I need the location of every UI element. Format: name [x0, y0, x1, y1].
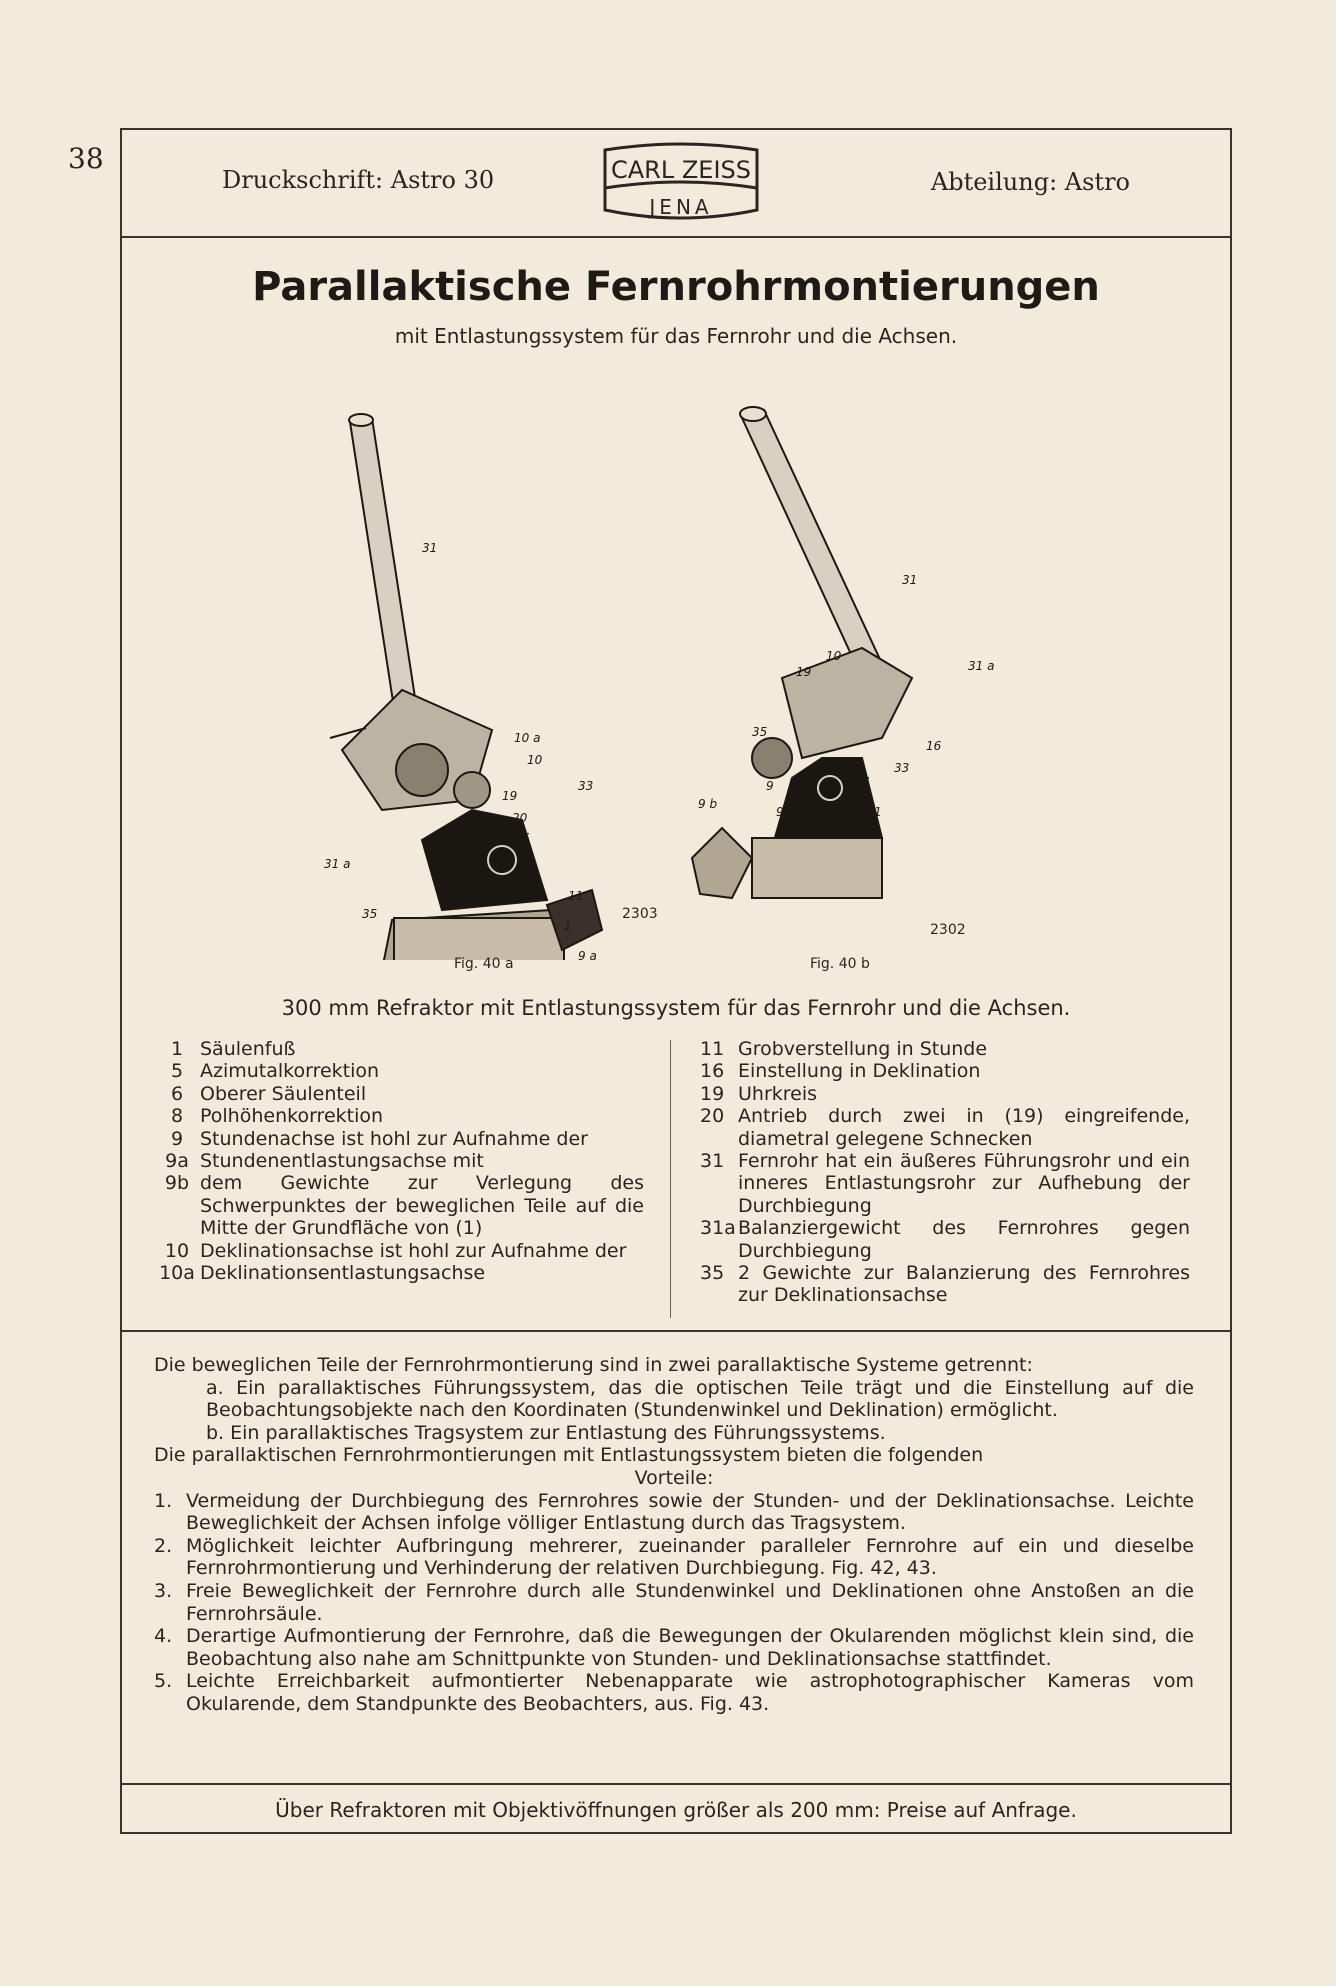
svg-text:9 a: 9 a [776, 805, 795, 819]
svg-text:6: 6 [522, 831, 530, 845]
callout-31: 31 [422, 541, 438, 555]
legend-item: 16 Einstellung in Deklination [700, 1060, 981, 1083]
legend-item: 19 Uhrkreis [700, 1082, 818, 1105]
page-subtitle: mit Entlastungssystem für das Fernrohr und die Achsen. [394, 324, 958, 348]
svg-text:9 b: 9 b [698, 797, 718, 811]
legend-item: 31 Fernrohr hat ein äußeres Führungsrohr und ein inneres Entlastungsrohr zur Aufhebung der Durchbiegung [700, 1150, 1190, 1217]
svg-text:33: 33 [578, 779, 594, 793]
advantage-item: 1. Vermeidung der Durchbiegung des Fernrohres sowie der Stunden- und der Deklinationsachse. Leichte Beweglichkeit der Achsen infolge völliger Entlastung durch das Tragsystem. [154, 1489, 1194, 1535]
svg-text:31 a: 31 a [968, 659, 995, 673]
advantage-item: 3. Freie Beweglichkeit der Fernrohre durch alle Stundenwinkel und Deklinationen ohne Anstoßen an die Fernrohrsäule. [154, 1579, 1194, 1625]
svg-text:33: 33 [894, 761, 910, 775]
svg-text:10: 10 [826, 649, 842, 663]
figure-caption-40a: Fig. 40 a [454, 956, 514, 972]
price-note: Über Refraktoren mit Objektivöffnungen größer als 200 mm: Preise auf Anfrage. [275, 1798, 1077, 1822]
legend-item: 9b dem Gewichte zur Verlegung des Schwerpunktes der beweglichen Teile auf die Mitte der Grundfläche von (1) [164, 1172, 644, 1240]
intro-paragraph: Die beweglichen Teile der Fernrohrmontierung sind in zwei parallaktische Systeme getrennt: [154, 1354, 1033, 1376]
svg-text:8: 8 [872, 825, 880, 839]
page-title: Parallaktische Fernrohrmontierungen [252, 264, 1100, 310]
advantage-item: 4. Derartige Aufmontierung der Fernrohre, daß die Bewegungen der Okularenden möglichst klein sind, die Beobachtung also nahe am Schnittpunkte von Stunden- und Deklinationsachse stattfindet. [154, 1625, 1194, 1670]
footer-divider [122, 1783, 1230, 1785]
legend-item: 10a Deklinationsentlastungsachse [159, 1262, 486, 1285]
svg-text:11: 11 [856, 775, 872, 789]
parts-legend-left [154, 1038, 644, 1284]
svg-text:20: 20 [512, 811, 528, 825]
legend-item: 9a Stundenentlastungsachse mit [165, 1150, 484, 1173]
description-body [154, 1354, 1194, 1716]
advantage-item: 2. Möglichkeit leichter Aufbringung mehrerer, zueinander paralleler Fernrohre auf ein und dieselbe Fernrohrmontierung und Verhinderung der relativen Durchbiegung. Fig. 42, 43. [154, 1534, 1194, 1580]
legend-item: 35 2 Gewichte zur Balanzierung des Fernrohres zur Deklinationsachse [700, 1262, 1190, 1307]
advantages-lead: Die parallaktischen Fernrohrmontierungen mit Entlastungssystem bieten die folgenden [154, 1444, 984, 1467]
svg-text:31: 31 [902, 573, 918, 587]
legend-item: 10 Deklinationsachse ist hohl zur Aufnahme der [164, 1239, 627, 1262]
svg-text:10 a: 10 a [514, 731, 541, 745]
svg-text:11: 11 [568, 889, 584, 903]
system-b: b. Ein parallaktisches Tragsystem zur Entlastung des Führungssystems. [206, 1421, 886, 1444]
parts-legend-right [700, 1038, 1190, 1307]
svg-text:9 a: 9 a [578, 949, 597, 960]
figure-number-40a: 2303 [622, 906, 658, 922]
legend-item: 8 Polhöhenkorrektion [170, 1105, 384, 1128]
figure-section-caption: 300 mm Refraktor mit Entlastungssystem für das Fernrohr und die Achsen. [281, 996, 1071, 1020]
svg-text:9: 9 [766, 779, 774, 793]
telescope-illustration-40a [302, 370, 622, 960]
advantages-heading: Vorteile: [634, 1466, 714, 1489]
carl-zeiss-logo [597, 140, 765, 228]
page-frame [120, 128, 1232, 1834]
legend-item: 9 Stundenachse ist hohl zur Aufnahme der [170, 1127, 588, 1150]
svg-text:16: 16 [926, 739, 942, 753]
page-number: 38 [68, 142, 104, 175]
system-a: a. Ein parallaktisches Führungssystem, das die optischen Teile trägt und die Einstellung auf die Beobachtungsobjekte nach den Koordinaten (Stundenwinkel und Deklination) ermöglicht. [206, 1376, 1194, 1422]
figure-caption-40b: Fig. 40 b [810, 956, 870, 972]
svg-text:19: 19 [796, 665, 812, 679]
svg-text:JENA: JENA [649, 195, 713, 219]
svg-text:31 a: 31 a [324, 857, 351, 871]
legend-item: 11 Grobverstellung in Stunde [700, 1038, 988, 1060]
svg-text:1: 1 [564, 919, 572, 933]
svg-text:35: 35 [362, 907, 378, 921]
publication-reference: Druckschrift: Astro 30 [222, 166, 495, 194]
advantage-item: 5. Leichte Erreichbarkeit aufmontierter Nebenapparate wie astrophotographischer Kameras vom Okularende, dem Standpunkte des Beobachters, aus. Fig. 43. [154, 1670, 1194, 1715]
telescope-illustration-40b [662, 358, 1022, 958]
figure-number-40b: 2302 [930, 922, 966, 938]
legend-item: 1 Säulenfuß [170, 1038, 296, 1060]
svg-text:35: 35 [752, 725, 768, 739]
legend-item: 31a Balanziergewicht des Fernrohres gegen Durchbiegung [700, 1217, 1190, 1262]
svg-text:CARL ZEISS: CARL ZEISS [610, 156, 752, 184]
page-header [122, 130, 1230, 238]
legend-divider [670, 1040, 671, 1318]
section-divider [122, 1330, 1230, 1332]
legend-item: 6 Oberer Säulenteil [170, 1082, 367, 1105]
svg-text:1: 1 [874, 805, 882, 819]
department-label: Abteilung: Astro [930, 168, 1130, 196]
legend-item: 20 Antrieb durch zwei in (19) eingreifende, diametral gelegene Schnecken [700, 1105, 1190, 1150]
legend-item: 5 Azimutalkorrektion [170, 1060, 380, 1083]
svg-text:10: 10 [527, 753, 543, 767]
svg-text:19: 19 [502, 789, 518, 803]
